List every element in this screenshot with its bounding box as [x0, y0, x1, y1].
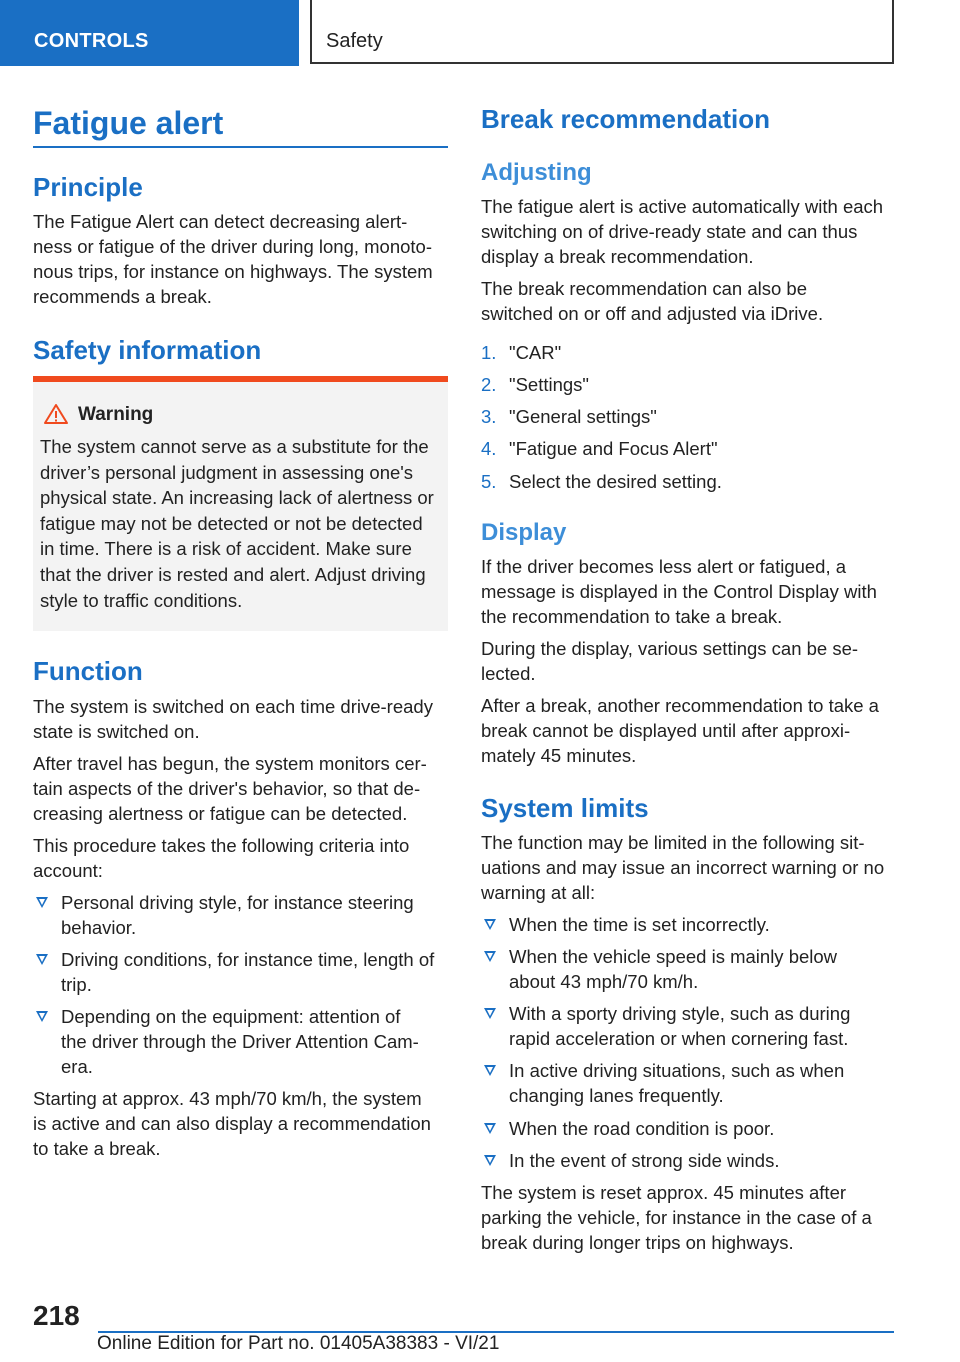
- display-paragraph-1: If the driver becomes less alert or fatigued, a message is displayed in the Control Display with the recommendation to take a break.: [481, 556, 877, 627]
- function-paragraph-2: After travel has begun, the system monitors cer- tain aspects of the driver's behavior, so that de- creasing alertness or fatigue can be detected.: [33, 753, 427, 824]
- limits-heading: System limits: [481, 793, 649, 823]
- function-paragraph-4: Starting at approx. 43 mph/70 km/h, the system is active and can also display a recommendation to take a break.: [33, 1088, 431, 1159]
- adjusting-heading: Adjusting: [481, 159, 592, 186]
- step-number: 1.: [481, 342, 497, 363]
- section-label: CONTROLS: [34, 30, 149, 52]
- list-item: Driving conditions, for instance time, length of trip.: [33, 947, 453, 997]
- title-rule: [33, 146, 448, 148]
- list-item: [481, 372, 901, 397]
- step-text: "General settings": [509, 406, 657, 427]
- warning-title: Warning: [78, 404, 154, 425]
- adjusting-paragraph-1: The fatigue alert is active automatically with each switching on of drive-ready state and can thus display a break recommendation.: [481, 196, 884, 267]
- function-paragraph-3: This procedure takes the following criteria into account:: [33, 835, 410, 881]
- step-text: "Fatigue and Focus Alert": [509, 438, 718, 459]
- function-heading: Function: [33, 656, 143, 686]
- bullet-triangle-icon: [484, 1008, 496, 1019]
- bullet-triangle-icon: [36, 954, 48, 965]
- section-tab: [0, 0, 299, 66]
- list-item: With a sporty driving style, such as during rapid acceleration or when cornering fast.: [481, 1001, 901, 1051]
- list-item: [481, 404, 901, 429]
- display-paragraph-3: After a break, another recommendation to take a break cannot be displayed until after approxi- mately 45 minutes.: [481, 695, 879, 766]
- list-item: [481, 340, 901, 365]
- bullet-triangle-icon: [484, 919, 496, 930]
- principle-heading: Principle: [33, 172, 143, 202]
- step-number: 3.: [481, 406, 497, 427]
- list-item: When the road condition is poor.: [481, 1116, 901, 1141]
- break-heading: Break recommendation: [481, 104, 770, 134]
- list-item: In the event of strong side winds.: [481, 1148, 901, 1173]
- step-text: "Settings": [509, 374, 589, 395]
- list-item: Personal driving style, for instance steering behavior.: [33, 890, 453, 940]
- chapter-tab: [310, 0, 894, 64]
- bullet-triangle-icon: [484, 1155, 496, 1166]
- principle-text: The Fatigue Alert can detect decreasing alert- ness or fatigue of the driver during long, monoto- nous trips, for instance on highways. The system recommends a break.: [33, 211, 433, 307]
- warning-bar: [33, 376, 448, 382]
- warning-text: The system cannot serve as a substitute for the driver’s personal judgment in assessing one's physical state. An increasing lack of alertness or fatigue may not be detected or not be detected in time. There is a risk of accident. Make sure that the driver is rested and alert. Adjust driving style to traffic conditions.: [40, 436, 434, 611]
- list-item: When the time is set incorrectly.: [481, 912, 901, 937]
- bullet-triangle-icon: [36, 1011, 48, 1022]
- bullet-triangle-icon: [36, 897, 48, 908]
- display-paragraph-2: During the display, various settings can be se- lected.: [481, 638, 859, 684]
- step-number: 5.: [481, 471, 497, 492]
- adjusting-paragraph-2: The break recommendation can also be switched on or off and adjusted via iDrive.: [481, 278, 824, 324]
- step-number: 2.: [481, 374, 497, 395]
- limits-paragraph-2: The system is reset approx. 45 minutes after parking the vehicle, for instance in the case of a break during longer trips on highways.: [481, 1182, 872, 1253]
- list-item: Depending on the equipment: attention of the driver through the Driver Attention Cam- era.: [33, 1004, 453, 1079]
- list-item: In active driving situations, such as when changing lanes frequently.: [481, 1058, 901, 1108]
- chapter-label: Safety: [326, 30, 383, 52]
- bullet-triangle-icon: [484, 951, 496, 962]
- page-number: 218: [33, 1300, 80, 1331]
- warning-triangle-icon: [43, 403, 69, 425]
- display-heading: Display: [481, 519, 567, 546]
- page-title: Fatigue alert: [33, 105, 224, 141]
- footer-edition: Online Edition for Part no. 01405A38383 - VI/21: [97, 1333, 500, 1354]
- bullet-triangle-icon: [484, 1065, 496, 1076]
- step-number: 4.: [481, 438, 497, 459]
- list-item: [481, 469, 901, 494]
- function-paragraph-1: The system is switched on each time drive-ready state is switched on.: [33, 696, 433, 742]
- step-text: Select the desired setting.: [509, 471, 722, 492]
- bullet-triangle-icon: [484, 1123, 496, 1134]
- limits-paragraph-1: The function may be limited in the following sit- uations and may issue an incorrect warning or no warning at all:: [481, 832, 885, 903]
- safety-heading: Safety information: [33, 335, 262, 365]
- list-item: When the vehicle speed is mainly below about 43 mph/70 km/h.: [481, 944, 901, 994]
- warning-box: [33, 376, 448, 631]
- list-item: [481, 436, 901, 461]
- step-text: "CAR": [509, 342, 562, 363]
